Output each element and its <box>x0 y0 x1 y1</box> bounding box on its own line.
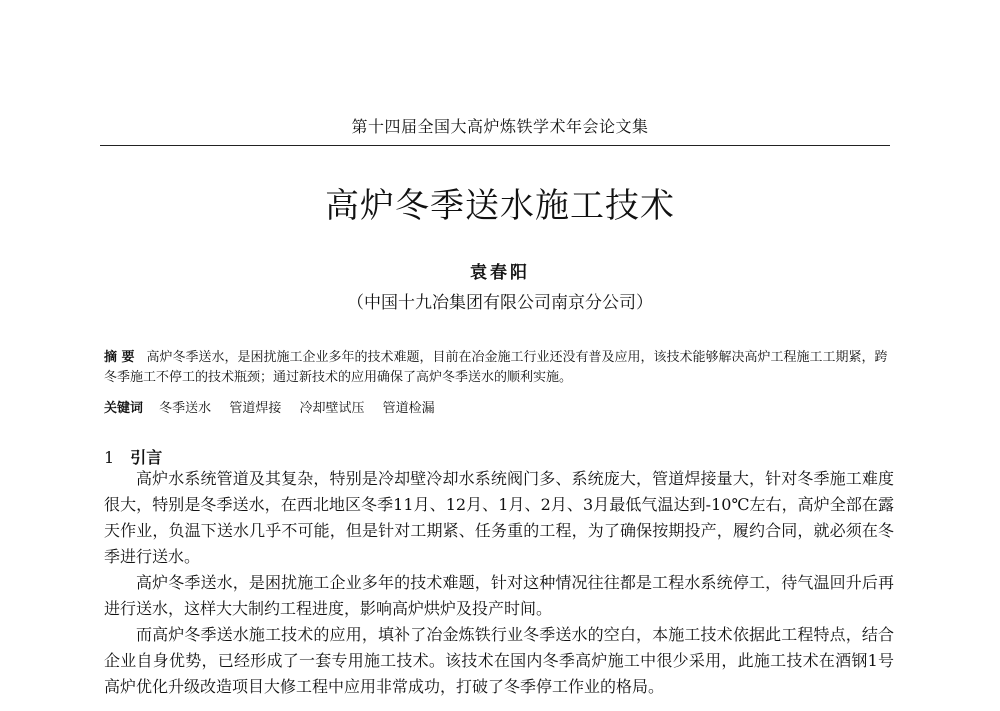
abstract <box>104 348 894 388</box>
abstract-label: 摘 要 <box>104 350 135 365</box>
author-name: 袁春阳 <box>470 263 530 283</box>
keywords-label: 关键词 <box>104 401 144 416</box>
abstract-text: 高炉冬季送水，是困扰施工企业多年的技术难题，目前在冶金施工行业还没有普及应用，该技术能够解决高炉工程施工工期紧，跨冬季施工不停工的技术瓶颈；通过新技术的应用确保了高炉冬季送水的顺利实施。 <box>104 350 888 385</box>
paragraph: 而高炉冬季送水施工技术的应用，填补了冶金炼铁行业冬季送水的空白，本施工技术依据此工程特点，结合企业自身优势，已经形成了一套专用施工技术。该技术在国内冬季高炉施工中很少采用，此施工技术在酒钢1号高炉优化升级改造项目大修工程中应用非常成功，打破了冬季停工作业的格局。 <box>104 625 894 696</box>
body-text <box>104 466 894 700</box>
keyword: 管道检漏 <box>382 401 435 416</box>
paragraph: 高炉水系统管道及其复杂，特别是冷却壁冷却水系统阀门多、系统庞大，管道焊接量大，针对冬季施工难度很大，特别是冬季送水，在西北地区冬季11月、12月、1月、2月、3月最低气温达到-10℃左右，高炉全部在露天作业，负温下送水几乎不可能，但是针对工期紧、任务重的工程，为了确保按期投产，履约合同，就必须在冬季进行送水。 <box>104 469 894 566</box>
keyword: 管道焊接 <box>229 401 282 416</box>
keyword: 冷却壁试压 <box>299 401 365 416</box>
running-header: 第十四届全国大高炉炼铁学术年会论文集 <box>351 117 649 136</box>
keywords <box>104 397 894 416</box>
author-affiliation: （中国十九冶集团有限公司南京分公司） <box>347 293 653 313</box>
section-title: 引言 <box>130 448 163 467</box>
header-rule <box>100 145 890 146</box>
section-heading <box>104 445 162 468</box>
keyword: 冬季送水 <box>159 401 212 416</box>
paragraph: 高炉冬季送水，是困扰施工企业多年的技术难题，针对这种情况往往都是工程水系统停工，待气温回升后再进行送水，这样大大制约工程进度，影响高炉烘炉及投产时间。 <box>104 573 894 618</box>
section-number: 1 <box>104 448 115 467</box>
paper-title: 高炉冬季送水施工技术 <box>325 186 675 226</box>
